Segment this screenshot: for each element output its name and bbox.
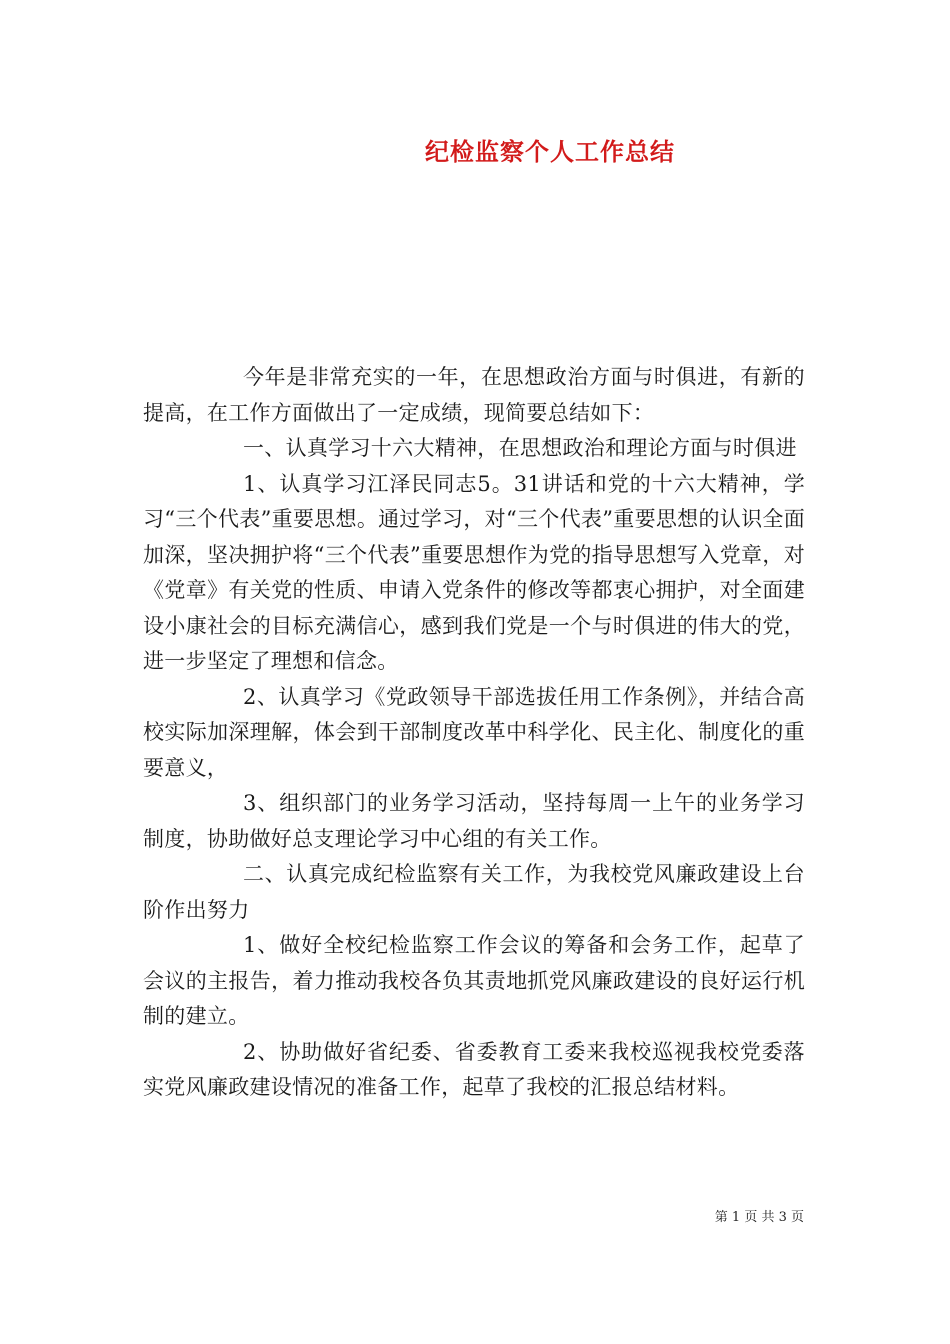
- document-body: [143, 360, 805, 1106]
- paragraph-item-2-2: 2、协助做好省纪委、省委教育工委来我校巡视我校党委落实党风廉政建设情况的准备工作，起草了我校的汇报总结材料。: [143, 1039, 805, 1099]
- document-title: 纪检监察个人工作总结: [425, 137, 675, 166]
- paragraph-item-1-2: 2、认真学习《党政领导干部选拔任用工作条例》，并结合高校实际加深理解，体会到干部制度改革中科学化、民主化、制度化的重要意义，: [143, 684, 805, 780]
- paragraph-item-1-3: 3、组织部门的业务学习活动，坚持每周一上午的业务学习制度，协助做好总支理论学习中心组的有关工作。: [143, 791, 805, 851]
- paragraph-intro: 今年是非常充实的一年，在思想政治方面与时俱进，有新的提高，在工作方面做出了一定成绩，现简要总结如下：: [143, 365, 805, 425]
- paragraph-item-2-1: 1、做好全校纪检监察工作会议的筹备和会务工作，起草了会议的主报告，着力推动我校各负其责地抓党风廉政建设的良好运行机制的建立。: [143, 933, 805, 1028]
- page-number-footer: 第 1 页 共 3 页: [714, 1210, 804, 1225]
- section-heading-1: 一、认真学习十六大精神，在思想政治和理论方面与时俱进: [243, 436, 797, 460]
- section-heading-2: 二、认真完成纪检监察有关工作，为我校党风廉政建设上台阶作出努力: [143, 862, 805, 922]
- paragraph-item-1-1: 1、认真学习江泽民同志5。31讲话和党的十六大精神，学习“三个代表”重要思想。通过学习，对“三个代表”重要思想的认识全面加深，坚决拥护将“三个代表”重要思想作为党的指导思想写入党章，对《党章》有关党的性质、申请入党条件的修改等都衷心拥护，对全面建设小康社会的目标充满信心，感到我们党是一个与时俱进的伟大的党，进一步坚定了理想和信念。: [143, 471, 805, 673]
